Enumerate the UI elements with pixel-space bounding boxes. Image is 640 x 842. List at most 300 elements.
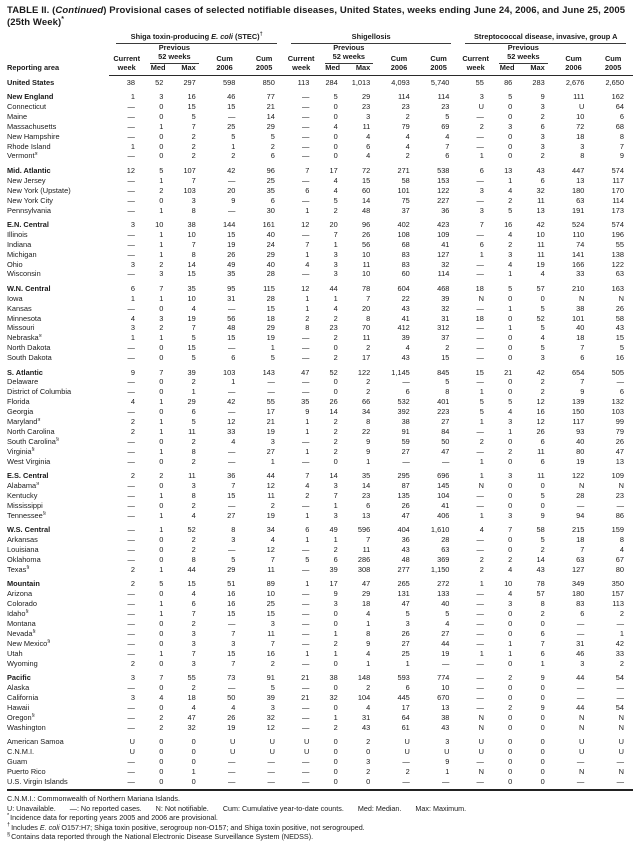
value-cell: 43	[441, 722, 450, 732]
value-cell: 7	[366, 535, 371, 545]
value-cell: 3	[191, 628, 196, 638]
table-row	[7, 418, 633, 428]
value-cell: —	[127, 702, 135, 712]
value-cell: 2	[508, 446, 513, 456]
value-cell: 63	[576, 195, 585, 205]
col-2006: 2006	[379, 64, 419, 75]
value-cell: 11	[362, 121, 371, 131]
value-cell: 1	[479, 151, 484, 161]
value-cell: 40	[576, 323, 585, 333]
value-cell: 2	[231, 151, 236, 161]
value-cell: 2	[191, 377, 196, 387]
value-cell: 5	[445, 377, 450, 387]
reporting-area-cell: W.N. Central	[7, 283, 51, 293]
value-cell: —	[476, 303, 484, 313]
reporting-area-cell: Massachusetts	[7, 122, 57, 131]
value-cell: 2	[508, 672, 513, 682]
table-row	[7, 659, 633, 669]
value-cell: 47	[615, 446, 624, 456]
value-cell: —	[127, 343, 135, 353]
table-row	[7, 713, 633, 723]
value-cell: 2	[366, 766, 371, 776]
value-cell: 5	[191, 111, 196, 121]
value-cell: —	[476, 672, 484, 682]
value-cell: —	[227, 111, 236, 121]
value-cell: 6	[270, 195, 275, 205]
value-cell: 1	[508, 175, 513, 185]
value-cell: 139	[571, 397, 585, 407]
value-cell: 42	[227, 397, 236, 407]
value-cell: 104	[437, 491, 450, 501]
value-cell: 141	[571, 249, 585, 259]
value-cell: 1	[479, 387, 484, 397]
value-cell: —	[127, 648, 135, 658]
value-cell: 19	[227, 722, 236, 732]
value-cell: 5	[479, 397, 484, 407]
value-cell: 0	[333, 608, 338, 618]
value-cell: 196	[611, 229, 624, 239]
value-cell: —	[127, 185, 135, 195]
value-cell: 35	[301, 397, 310, 407]
value-cell: 38	[401, 417, 410, 427]
value-cell: 28	[441, 535, 450, 545]
value-cell: 16	[227, 599, 236, 609]
value-cell: U	[404, 746, 410, 756]
value-cell: —	[476, 323, 484, 333]
value-cell: 0	[159, 554, 164, 564]
value-cell: —	[302, 638, 310, 648]
table-row	[7, 521, 633, 535]
value-cell: 2	[479, 554, 484, 564]
value-cell: 17	[362, 353, 371, 363]
value-cell: 133	[437, 589, 450, 599]
value-cell: 7	[445, 141, 450, 151]
value-cell: 72	[362, 165, 371, 175]
table-row	[7, 599, 633, 609]
value-cell: —	[476, 131, 484, 141]
value-cell: —	[127, 682, 135, 692]
reporting-area-cell: E.S. Central	[7, 471, 49, 481]
value-cell: 0	[508, 545, 513, 555]
value-cell: 15	[227, 101, 236, 111]
value-cell: 51	[227, 579, 236, 589]
value-cell: 0	[540, 766, 545, 776]
value-cell: 8	[366, 628, 371, 638]
value-cell: 31	[441, 313, 450, 323]
value-cell: 1	[159, 446, 164, 456]
table-row	[7, 767, 633, 777]
value-cell: 3	[159, 313, 164, 323]
value-cell: 0	[508, 736, 513, 746]
value-cell: 0	[508, 111, 513, 121]
value-cell: 15	[187, 269, 196, 279]
value-cell: —	[302, 702, 310, 712]
reporting-area-cell: New Jersey	[7, 176, 46, 185]
table-row	[7, 639, 633, 649]
value-cell: 8	[366, 417, 371, 427]
value-cell: 69	[441, 121, 450, 131]
value-cell: 3	[508, 121, 513, 131]
col-max: Max	[172, 64, 204, 75]
reporting-area-cell: North Carolina	[7, 427, 55, 437]
value-cell: 101	[397, 185, 410, 195]
value-cell: —	[127, 446, 135, 456]
value-cell: 60	[362, 185, 371, 195]
value-cell: 33	[227, 427, 236, 437]
value-cell: 1	[159, 491, 164, 501]
value-cell: 1	[540, 658, 545, 668]
value-cell: —	[302, 131, 310, 141]
value-cell: 78	[362, 283, 371, 293]
value-cell: 94	[576, 510, 585, 520]
value-cell: 79	[401, 121, 410, 131]
value-cell: 2	[191, 437, 196, 446]
value-cell: 5	[231, 554, 236, 564]
value-cell: 0	[366, 746, 371, 756]
value-cell: —	[127, 437, 135, 446]
value-cell: 14	[266, 111, 275, 121]
value-cell: 1	[405, 658, 410, 668]
value-cell: 59	[401, 437, 410, 446]
value-cell: 2	[333, 722, 338, 732]
value-cell: 60	[401, 269, 410, 279]
value-cell: 3	[159, 91, 164, 101]
value-cell: 5	[231, 131, 236, 141]
value-cell: 47	[362, 579, 371, 589]
value-cell: 1	[479, 456, 484, 466]
col-cum: Cum	[255, 54, 273, 64]
value-cell: —	[476, 353, 484, 363]
value-cell: 0	[333, 736, 338, 746]
value-cell: 0	[508, 535, 513, 545]
value-cell: 0	[508, 776, 513, 786]
value-cell: 15	[266, 608, 275, 618]
value-cell: 40	[266, 259, 275, 269]
reporting-area-cell: Idaho§	[7, 609, 29, 618]
value-cell: 52	[187, 525, 196, 535]
value-cell: 1	[305, 205, 310, 215]
value-cell: 0	[159, 151, 164, 161]
value-cell: 6	[305, 525, 310, 535]
value-cell: 2	[540, 377, 545, 387]
value-cell: 57	[536, 589, 545, 599]
table-row	[7, 280, 633, 294]
value-cell: —	[227, 343, 236, 353]
value-cell: 41	[401, 313, 410, 323]
value-cell: 11	[362, 259, 371, 269]
value-cell: 0	[333, 141, 338, 151]
value-cell: U	[304, 746, 310, 756]
value-cell: 2	[333, 638, 338, 648]
value-cell: 0	[159, 343, 164, 353]
value-cell: 1	[159, 175, 164, 185]
value-cell: 10	[155, 219, 164, 229]
reporting-area-cell: Delaware	[7, 377, 39, 387]
value-cell: 574	[611, 165, 624, 175]
value-cell: 21	[504, 367, 513, 377]
value-cell: 32	[441, 259, 450, 269]
value-cell: 16	[504, 219, 513, 229]
value-cell: 39	[266, 692, 275, 702]
value-cell: 10	[441, 682, 450, 692]
value-cell: 8	[231, 525, 236, 535]
value-cell: 46	[227, 91, 236, 101]
value-cell: 1,150	[430, 564, 450, 574]
value-cell: —	[127, 353, 135, 363]
reporting-area-cell: Wisconsin	[7, 269, 41, 279]
value-cell: 2	[619, 608, 624, 618]
value-cell: 0	[159, 618, 164, 628]
value-cell: 22	[401, 293, 410, 303]
value-cell: 131	[397, 589, 410, 599]
value-cell: 5	[540, 323, 545, 333]
value-cell: 39	[401, 333, 410, 343]
value-cell: 2,650	[605, 77, 624, 87]
value-cell: 1	[305, 427, 310, 437]
value-cell: U	[230, 736, 236, 746]
value-cell: 0	[508, 500, 513, 510]
value-cell: 215	[571, 525, 585, 535]
value-cell: 80	[615, 564, 624, 574]
value-cell: 3	[540, 353, 545, 363]
value-cell: 0	[159, 456, 164, 466]
value-cell: 57	[536, 283, 545, 293]
value-cell: 1	[159, 510, 164, 520]
value-cell: —	[127, 387, 135, 397]
value-cell: —	[476, 111, 484, 121]
value-cell: 12	[126, 165, 135, 175]
value-cell: 86	[504, 77, 513, 87]
reporting-area-cell: West Virginia	[7, 457, 51, 466]
value-cell: 0	[508, 712, 513, 722]
value-cell: 1	[333, 628, 338, 638]
value-cell: 845	[437, 367, 450, 377]
value-cell: 3	[479, 205, 484, 215]
value-cell: N	[478, 481, 484, 491]
value-cell: 34	[362, 407, 371, 417]
value-cell: 9	[540, 672, 545, 682]
value-cell: 18	[187, 692, 196, 702]
value-cell: —	[616, 776, 624, 786]
value-cell: 1	[619, 628, 624, 638]
value-cell: —	[127, 766, 135, 776]
reporting-area-cell: Maine	[7, 112, 28, 121]
value-cell: 2	[405, 766, 410, 776]
reporting-area-cell: Utah	[7, 649, 23, 658]
value-cell: 5	[191, 333, 196, 343]
value-cell: 29	[187, 397, 196, 407]
value-cell: 143	[262, 367, 275, 377]
value-cell: 87	[401, 481, 410, 491]
value-cell: 12	[227, 417, 236, 427]
value-cell: 26	[227, 249, 236, 259]
value-cell: 58	[615, 313, 624, 323]
value-cell: 47	[401, 510, 410, 520]
value-cell: —	[127, 776, 135, 786]
value-cell: 2	[130, 417, 135, 427]
value-cell: 0	[159, 353, 164, 363]
value-cell: 7	[159, 672, 164, 682]
value-cell: 2	[479, 564, 484, 574]
footnotes	[7, 794, 633, 842]
value-cell: 1	[333, 648, 338, 658]
value-cell: 445	[397, 692, 410, 702]
col-2005: 2005	[593, 64, 633, 75]
table-row	[7, 501, 633, 511]
value-cell: 26	[401, 628, 410, 638]
value-cell: 70	[362, 323, 371, 333]
col-previous-52-weeks: Previous 52 weeks	[144, 44, 205, 63]
table-row	[7, 482, 633, 492]
value-cell: 0	[508, 141, 513, 151]
value-cell: 8	[191, 249, 196, 259]
value-cell: 1	[159, 239, 164, 249]
value-cell: 0	[159, 776, 164, 786]
value-cell: 8	[619, 535, 624, 545]
value-cell: 0	[159, 195, 164, 205]
table-row	[7, 565, 633, 575]
value-cell: 95	[227, 283, 236, 293]
value-cell: 774	[437, 672, 450, 682]
value-cell: 30	[266, 205, 275, 215]
value-cell: —	[127, 599, 135, 609]
value-cell: 16	[536, 407, 545, 417]
value-cell: 1	[333, 535, 338, 545]
value-cell: 58	[401, 175, 410, 185]
value-cell: 180	[571, 589, 585, 599]
value-cell: —	[227, 407, 236, 417]
value-cell: 6	[130, 283, 135, 293]
value-cell: —	[227, 682, 236, 692]
value-cell: 31	[227, 293, 236, 303]
reporting-area-cell: Michigan	[7, 250, 37, 259]
value-cell: 3	[270, 702, 275, 712]
reporting-area-cell: Minnesota	[7, 313, 42, 323]
value-cell: 36	[441, 205, 450, 215]
value-cell: 0	[159, 736, 164, 746]
value-cell: —	[476, 141, 484, 151]
value-cell: 3	[405, 618, 410, 628]
value-cell: 3	[231, 535, 236, 545]
table-row	[7, 304, 633, 314]
value-cell: 4	[191, 589, 196, 599]
value-cell: —	[576, 628, 585, 638]
value-cell: 0	[508, 608, 513, 618]
table-row	[7, 132, 633, 142]
value-cell: 9	[619, 151, 624, 161]
value-cell: 1	[305, 510, 310, 520]
value-cell: 0	[508, 481, 513, 491]
value-cell: 4	[305, 481, 310, 491]
value-cell: 5	[445, 111, 450, 121]
value-cell: 0	[159, 407, 164, 417]
table-row	[7, 230, 633, 240]
table-row	[7, 378, 633, 388]
table-row	[7, 102, 633, 112]
value-cell: 0	[333, 111, 338, 121]
table-row	[7, 536, 633, 546]
value-cell: —	[302, 387, 310, 397]
value-cell: 33	[576, 269, 585, 279]
value-cell: 4	[130, 313, 135, 323]
value-cell: 4	[231, 702, 236, 712]
value-cell: 0	[159, 387, 164, 397]
value-cell: 15	[362, 175, 371, 185]
value-cell: 19	[187, 313, 196, 323]
table-row	[7, 511, 633, 521]
value-cell: 0	[191, 776, 196, 786]
value-cell: 28	[266, 269, 275, 279]
value-cell: 5	[333, 91, 338, 101]
value-cell: 9	[366, 446, 371, 456]
value-cell: 21	[301, 692, 310, 702]
value-cell: 16	[266, 648, 275, 658]
value-cell: 0	[508, 628, 513, 638]
value-cell: 99	[615, 417, 624, 427]
value-cell: 2	[540, 387, 545, 397]
value-cell: 68	[401, 239, 410, 249]
table-row	[7, 250, 633, 260]
table-row	[7, 324, 633, 334]
value-cell: 2	[366, 377, 371, 387]
value-cell: 44	[576, 702, 585, 712]
value-cell: —	[402, 456, 410, 466]
value-cell: 350	[611, 579, 624, 589]
value-cell: 3	[231, 638, 236, 648]
reporting-area-cell: Hawaii	[7, 703, 30, 712]
value-cell: 2	[366, 387, 371, 397]
value-cell: 7	[231, 658, 236, 668]
value-cell: 21	[266, 101, 275, 111]
value-cell: 41	[441, 500, 450, 510]
value-cell: 1	[231, 141, 236, 151]
value-cell: 18	[576, 131, 585, 141]
value-cell: —	[476, 618, 484, 628]
value-cell: 74	[576, 239, 585, 249]
value-cell: 6	[405, 682, 410, 692]
value-cell: 80	[576, 446, 585, 456]
value-cell: —	[127, 608, 135, 618]
value-cell: 16	[615, 353, 624, 363]
value-cell: 271	[397, 165, 410, 175]
value-cell: U	[478, 101, 484, 111]
value-cell: —	[302, 101, 310, 111]
value-cell: —	[127, 525, 135, 535]
value-cell: —	[127, 756, 135, 766]
value-cell: 4	[540, 269, 545, 279]
value-cell: 19	[266, 333, 275, 343]
value-cell: —	[402, 776, 410, 786]
value-cell: 265	[397, 579, 410, 589]
value-cell: 1	[159, 417, 164, 427]
table-row	[7, 334, 633, 344]
value-cell: 1	[159, 525, 164, 535]
value-cell: 5	[540, 491, 545, 501]
value-cell: —	[576, 692, 585, 702]
value-cell: 7	[231, 481, 236, 491]
value-cell: 26	[227, 712, 236, 722]
value-cell: 84	[441, 427, 450, 437]
value-cell: 29	[227, 564, 236, 574]
value-cell: —	[227, 756, 236, 766]
value-cell: 7	[305, 239, 310, 249]
value-cell: 0	[159, 628, 164, 638]
value-cell: 11	[537, 239, 545, 249]
value-cell: 532	[397, 397, 410, 407]
value-cell: 3	[540, 101, 545, 111]
reporting-area-cell: Colorado	[7, 599, 37, 609]
value-cell: 3	[580, 658, 585, 668]
